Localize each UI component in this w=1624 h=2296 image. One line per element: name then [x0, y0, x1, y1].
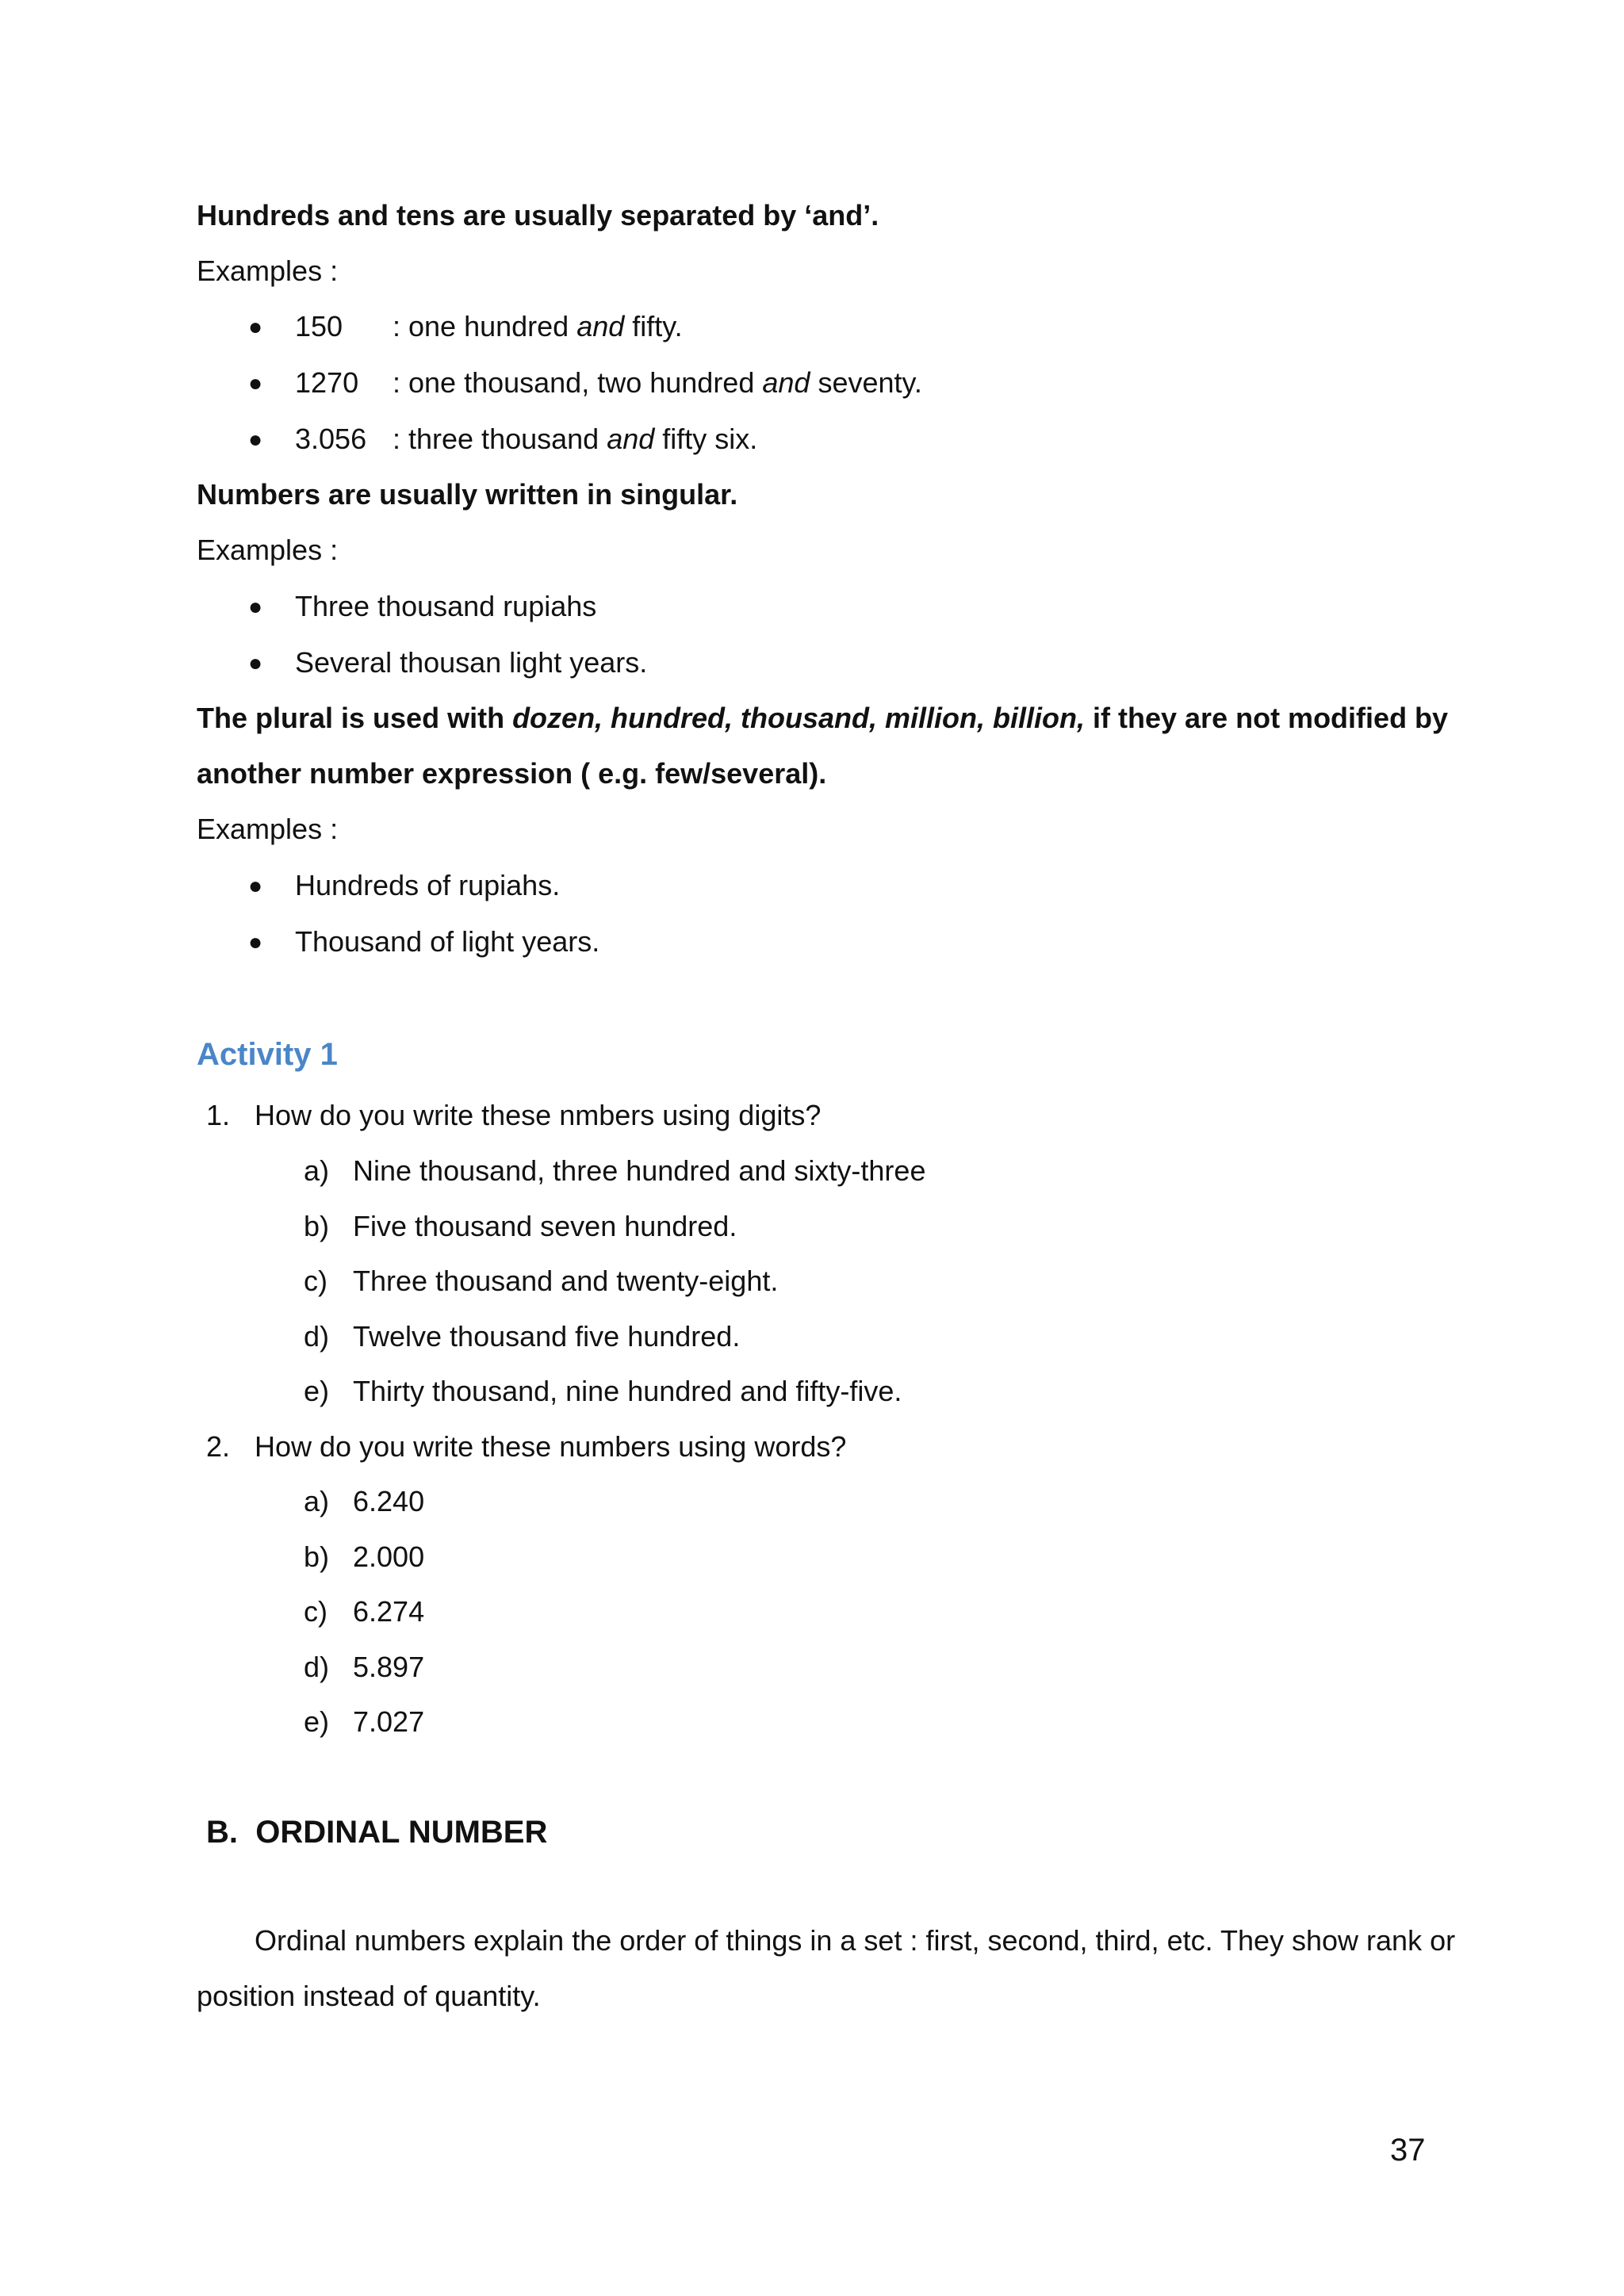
item-letter: d)	[304, 1651, 330, 1683]
item-text: Thirty thousand, nine hundred and fifty-five.	[353, 1375, 902, 1407]
example-number: 1270	[295, 366, 359, 399]
question-number: 1.	[206, 1099, 231, 1131]
question-number: 2.	[206, 1430, 231, 1463]
bullet-icon: ●	[248, 314, 263, 340]
item-text: Twelve thousand five hundred.	[353, 1320, 741, 1353]
examples-label: Examples :	[197, 813, 339, 845]
item-letter: b)	[304, 1210, 330, 1242]
example-number: 150	[295, 310, 343, 342]
question-text: How do you write these nmbers using digits?	[255, 1099, 822, 1131]
question-text: How do you write these numbers using words?	[255, 1430, 847, 1463]
section-heading: B. ORDINAL NUMBER	[206, 1815, 548, 1850]
example-number: 3.056	[295, 423, 367, 455]
bullet-icon: ●	[248, 873, 263, 899]
item-text: 6.240	[353, 1485, 425, 1517]
example-text: Thousand of light years.	[295, 925, 600, 958]
item-text: 2.000	[353, 1540, 425, 1573]
item-text: 5.897	[353, 1651, 425, 1683]
item-letter: c)	[304, 1595, 327, 1628]
item-letter: c)	[304, 1265, 327, 1297]
example-text: : one thousand, two hundred and seventy.	[393, 366, 922, 399]
bullet-icon: ●	[248, 370, 263, 396]
example-text: : three thousand and fifty six.	[393, 423, 758, 455]
examples-label: Examples :	[197, 254, 339, 287]
item-letter: b)	[304, 1540, 330, 1573]
item-letter: e)	[304, 1705, 330, 1738]
paragraph-line: position instead of quantity.	[197, 1980, 541, 2012]
example-text: : one hundred and fifty.	[393, 310, 683, 342]
example-text: Several thousan light years.	[295, 646, 648, 679]
item-letter: a)	[304, 1154, 330, 1187]
item-text: Five thousand seven hundred.	[353, 1210, 737, 1242]
item-text: Three thousand and twenty-eight.	[353, 1265, 779, 1297]
bullet-icon: ●	[248, 427, 263, 453]
rule-heading-continued: another number expression ( e.g. few/several).	[197, 757, 827, 790]
bullet-icon: ●	[248, 929, 263, 955]
item-text: Nine thousand, three hundred and sixty-three	[353, 1154, 926, 1187]
paragraph-line: Ordinal numbers explain the order of things in a set : first, second, third, etc. They show rank or	[255, 1924, 1456, 1957]
rule-heading: Numbers are usually written in singular.	[197, 478, 738, 511]
activity-title: Activity 1	[197, 1037, 338, 1072]
page-number: 37	[1390, 2133, 1426, 2168]
rule-heading: The plural is used with dozen, hundred, thousand, million, billion, if they are not modified by	[197, 702, 1449, 734]
example-text: Hundreds of rupiahs.	[295, 869, 561, 901]
rule-heading: Hundreds and tens are usually separated by ‘and’.	[197, 199, 879, 232]
examples-label: Examples :	[197, 534, 339, 566]
item-text: 6.274	[353, 1595, 425, 1628]
item-letter: e)	[304, 1375, 330, 1407]
item-text: 7.027	[353, 1705, 425, 1738]
item-letter: a)	[304, 1485, 330, 1517]
bullet-icon: ●	[248, 594, 263, 620]
example-text: Three thousand rupiahs	[295, 590, 597, 622]
item-letter: d)	[304, 1320, 330, 1353]
bullet-icon: ●	[248, 650, 263, 676]
